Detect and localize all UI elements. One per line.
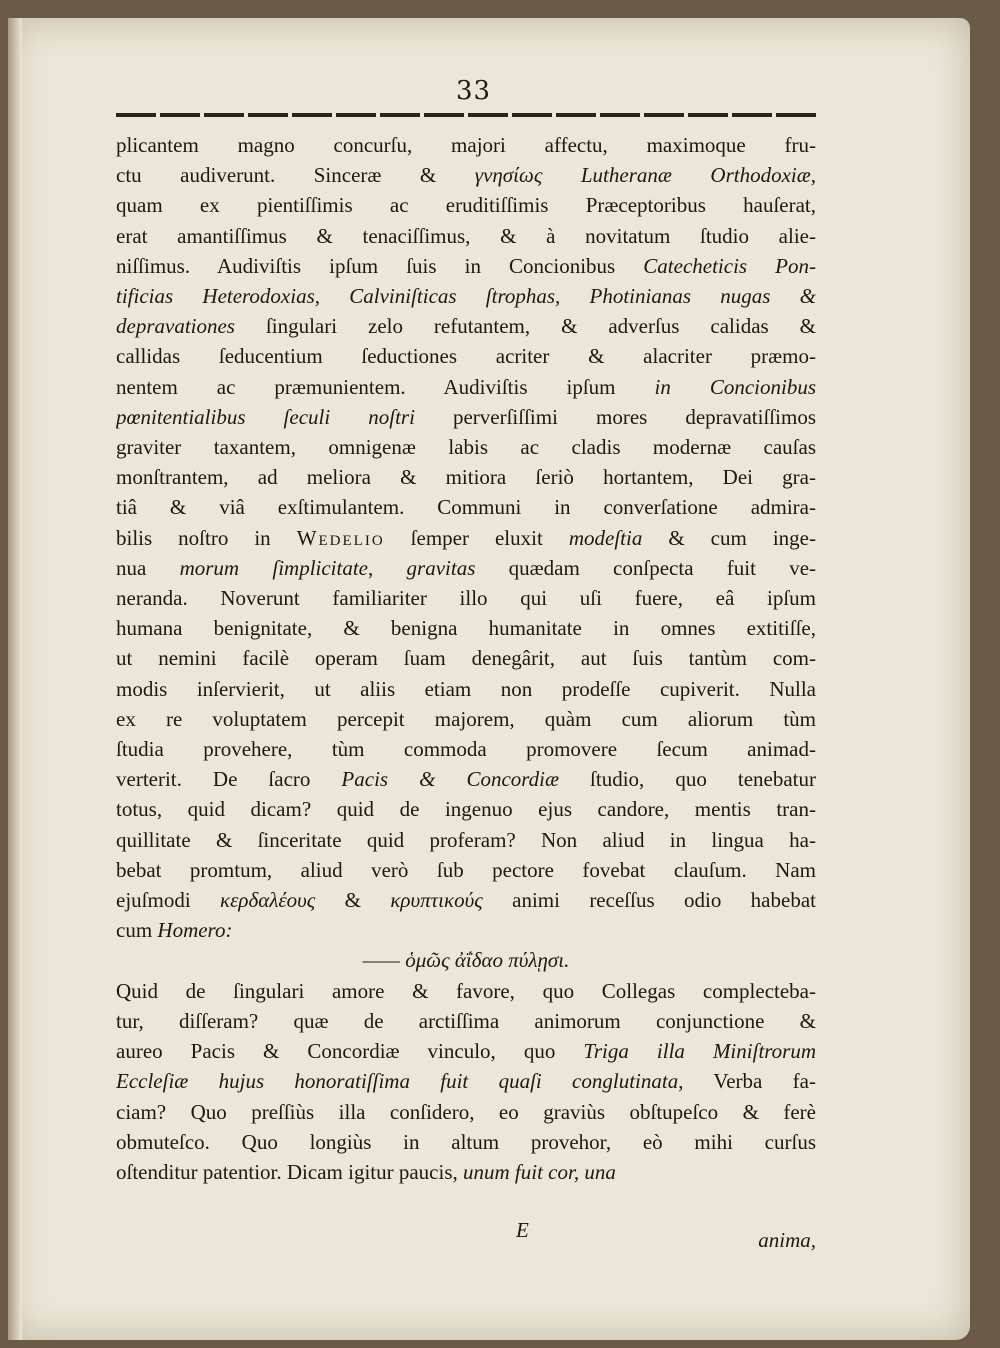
text-line [116, 341, 816, 371]
text-line [116, 130, 816, 160]
text-line [116, 825, 816, 855]
text-line [116, 190, 816, 220]
text-run: nentem ac præmunientem. Audiviſtis ipſum [116, 374, 655, 399]
text-line [116, 764, 816, 794]
text-run: Triga illa Miniſtrorum [583, 1039, 816, 1064]
text-line [116, 402, 816, 432]
text-line [116, 311, 816, 341]
text-run: ctu audiverunt. Sinceræ & [116, 163, 475, 188]
text-run: & cum inge- [642, 525, 816, 550]
text-run: neranda. Noverunt familiariter illo qui uſi fuere, eâ ipſum [116, 586, 816, 611]
text-line [116, 1036, 816, 1066]
text-run: ſemper eluxit [384, 525, 569, 550]
text-run: ſtudia provehere, tùm commoda promovere ſecum animad- [116, 737, 816, 762]
text-run: in Concionibus [654, 374, 816, 399]
text-line [116, 1097, 816, 1127]
text-line [116, 794, 816, 824]
text-run: Quid de ſingulari amore & favore, quo Collegas complecteba- [116, 978, 816, 1003]
text-run: Pacis & Concordiæ [341, 767, 560, 792]
text-line [116, 613, 816, 643]
text-run: morum ſimplicitate [179, 555, 369, 580]
text-line [116, 734, 816, 764]
text-line [116, 492, 816, 522]
text-line [116, 432, 816, 462]
text-line [116, 704, 816, 734]
text-run: ejuſmodi [116, 888, 221, 913]
text-run: monſtrantem, ad meliora & mitiora ſeriò hortantem, Dei gra- [116, 465, 816, 490]
text-run: totus, quid dicam? quid de ingenuo ejus candore, mentis tran- [116, 797, 816, 822]
text-run: & [315, 888, 391, 913]
catchword: anima, [758, 1228, 816, 1252]
text-run: ſingulari zelo refutantem, & adverſus calidas & [234, 314, 816, 339]
text-run: perverſiſſimi mores depravatiſſimos [414, 404, 816, 429]
text-line [116, 885, 816, 915]
text-line [116, 160, 816, 190]
page-binding-shadow [8, 18, 22, 1340]
text-line [116, 1157, 816, 1187]
text-run: Wedelio [296, 525, 385, 550]
text-run: verterit. De ſacro [116, 767, 342, 792]
page-number: 33 [456, 76, 492, 106]
text-line [116, 583, 816, 613]
text-line [116, 462, 816, 492]
text-run: unum fuit cor, una [463, 1159, 616, 1184]
text-line [116, 221, 816, 251]
text-run: pœnitentialibus ſeculi noſtri [116, 404, 415, 429]
text-run: , [368, 555, 407, 580]
text-run: plicantem magno concurſu, majori affectu, maximoque fru- [116, 133, 816, 157]
text-run: κρυπτικούς [390, 888, 483, 913]
text-run: quillitate & ſinceritate quid proferam? Non aliud in lingua ha- [116, 827, 816, 852]
book-page [8, 18, 970, 1340]
text-line [116, 945, 816, 975]
text-run: tificias Heterodoxias, Calviniſticas ſtrophas, Photinianas nugas & [116, 284, 816, 309]
text-line [116, 674, 816, 704]
text-run: modis inſervierit, ut aliis etiam non prodeſſe cupiverit. Nulla [116, 676, 816, 701]
text-run: ex re voluptatem percepit majorem, quàm cum aliorum tùm [116, 706, 816, 731]
text-line [116, 553, 816, 583]
text-line [116, 372, 816, 402]
page-footer [116, 1218, 816, 1252]
text-line [116, 855, 816, 885]
text-run: graviter taxantem, omnigenæ labis ac cladis modernæ cauſas [116, 435, 816, 460]
text-run: obmuteſco. Quo longiùs in altum provehor, eò mihi curſus [116, 1129, 816, 1154]
text-run: κερδαλέους [220, 888, 316, 913]
header-rule [116, 113, 816, 117]
text-run: ut nemini facilè operam ſuam denegârit, aut ſuis tantùm com- [116, 646, 816, 671]
text-run: cum [116, 918, 158, 943]
signature-mark: E [516, 1218, 529, 1242]
text-run: bebat promtum, aliud verò ſub pectore fovebat clauſum. Nam [116, 857, 816, 882]
text-run: , [810, 163, 816, 188]
text-run: , Verba fa- [678, 1069, 816, 1094]
text-run: gravitas [406, 555, 476, 580]
text-run: ciam? Quo preſſiùs illa conſidero, eo graviùs obſtupeſco & ferè [116, 1099, 816, 1124]
text-run: modeſtia [568, 525, 643, 550]
text-run: —— ὁμῶς ἀΐδαο πύλῃσι. [362, 948, 570, 973]
text-run: humana benignitate, & benigna humanitate in omnes extitiſſe, [116, 616, 816, 641]
text-run: erat amantiſſimus & tenaciſſimus, & à novitatum ſtudio alie- [116, 223, 816, 248]
text-run: aureo Pacis & Concordiæ vinculo, quo [116, 1039, 584, 1064]
text-run: niſſimus. Audiviſtis ipſum ſuis in Concionibus [116, 253, 644, 278]
text-line [116, 643, 816, 673]
text-run: quam ex pientiſſimis ac eruditiſſimis Præceptoribus hauſerat, [116, 193, 816, 218]
text-line [116, 251, 816, 281]
text-run: bilis noſtro in [116, 525, 297, 550]
text-line [116, 915, 816, 945]
text-run: Eccleſiæ hujus honoratiſſima fuit quaſi conglutinata [116, 1069, 679, 1094]
text-run: callidas ſeducentium ſeductiones acriter & alacriter præmo- [116, 344, 816, 369]
text-line [116, 976, 816, 1006]
text-line [116, 1127, 816, 1157]
text-run: animi receſſus odio habebat [482, 888, 816, 913]
text-run: ſtudio, quo tenebatur [559, 767, 816, 792]
text-line [116, 281, 816, 311]
text-line [116, 1006, 816, 1036]
text-run: tiâ & viâ exſtimulantem. Communi in converſatione admira- [116, 495, 816, 520]
text-line [116, 523, 816, 553]
text-run: tur, diſſeram? quæ de arctiſſima animorum conjunctione & [116, 1008, 816, 1033]
text-run: oſtenditur patentior. Dicam igitur paucis, [116, 1159, 464, 1184]
text-run: depravationes [116, 314, 235, 339]
text-run: quædam conſpecta fuit ve- [475, 555, 816, 580]
text-run: nua [116, 555, 180, 580]
text-line [116, 1066, 816, 1096]
body-text [116, 130, 816, 1187]
text-run: γνησίως Lutheranæ Orthodoxiæ [474, 163, 811, 188]
text-run: Catecheticis Pon- [643, 253, 816, 278]
text-run: Homero: [157, 918, 233, 943]
